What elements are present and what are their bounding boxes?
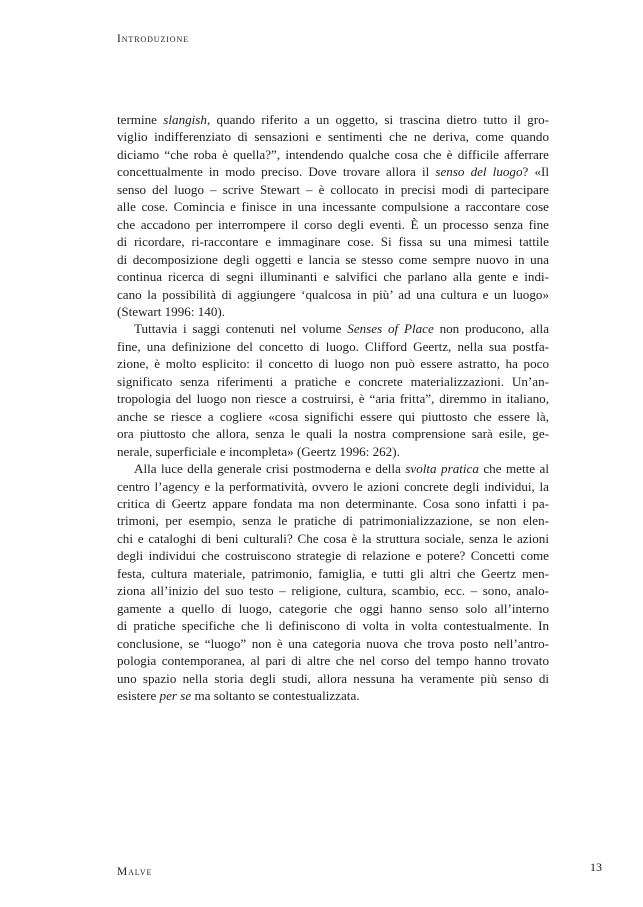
text-run: , quando riferito a un oggetto, si trascina dietro tutto il gro- — [206, 112, 549, 127]
text-run: alle cose. Comincia e finisce in una incessante compulsione a raccontare cose — [117, 199, 549, 215]
text-line — [117, 460, 549, 477]
text-run: continua ricerca di segni illuminanti e salvifici che parlano alla gente e indi- — [117, 269, 549, 285]
text-run: zione, è molto esplicito: il concetto di luogo non può essere astratto, ha poco — [117, 356, 549, 372]
text-run: anche se riesce a cogliere «cosa significhi essere qui piuttosto che essere là, — [117, 408, 549, 424]
text-line — [117, 216, 549, 233]
text-run: diciamo “che roba è quella?”, intendendo qualche cosa che è difficile afferrare — [117, 146, 549, 162]
text-line — [117, 408, 549, 425]
text-run: senso del luogo – scrive Stewart – è collocato in precisi modi di partecipare — [117, 181, 549, 197]
text-run: centro l’agency e la performatività, ovvero le azioni concrete degli individui, la — [117, 478, 549, 494]
text-line — [117, 390, 549, 407]
paragraph — [117, 320, 549, 460]
text-line — [117, 635, 549, 652]
text-line — [117, 286, 549, 303]
italic-text: svolta pratica — [405, 461, 479, 477]
text-run: conclusione, se “luogo” non è una categoria nuova che trova posto nell’antro- — [117, 635, 549, 651]
italic-text: per se — [159, 687, 192, 703]
text-run: gamente a quello di luogo, categorie che oggi hanno senso solo all’interno — [117, 600, 549, 616]
text-run: fine, una definizione del concetto di luogo. Clifford Geertz, nella sua postfa- — [117, 338, 549, 354]
text-line — [117, 425, 549, 442]
text-line — [117, 652, 549, 669]
text-run: ? «Il — [522, 164, 549, 180]
text-line — [117, 443, 549, 460]
text-run: trimoni, per esempio, senza le pratiche di patrimonializzazione, se non elen- — [117, 513, 549, 529]
text-run: ora piuttosto che allora, senza le quali la nostra comprensione sarà esile, ge- — [117, 426, 549, 442]
text-run: di decomposizione degli oggetti e lancia se stesso come sempre nuovo in una — [117, 251, 549, 267]
text-run: Tuttavia i saggi contenuti nel volume — [134, 321, 348, 337]
text-line — [117, 128, 549, 145]
text-line — [117, 163, 549, 180]
text-run: pologia contemporanea, al pari di altre che nel corso del tempo hanno trovato — [117, 653, 549, 669]
text-line — [117, 478, 549, 495]
italic-text: senso del luogo — [435, 164, 523, 180]
text-run: tropologia del luogo non riesce a costruirsi, è “aria fritta”, diremmo in italiano, — [117, 391, 549, 407]
text-line — [117, 233, 549, 250]
text-line — [117, 111, 549, 128]
page-number: 13 — [590, 860, 602, 874]
text-run: Alla luce della generale crisi postmoderna e della — [134, 461, 406, 477]
text-line — [117, 303, 549, 320]
paragraph — [117, 111, 549, 320]
text-line — [117, 512, 549, 529]
paragraph — [117, 460, 549, 704]
text-run: che mette al — [478, 461, 549, 477]
text-run: non producono, alla — [433, 321, 550, 337]
text-line — [117, 600, 549, 617]
text-line — [117, 268, 549, 285]
text-run: ma soltanto se contestualizzata. — [191, 687, 360, 703]
text-line — [117, 198, 549, 215]
text-run: concettualmente in modo preciso. Dove trovare allora il — [117, 164, 436, 180]
text-line — [117, 251, 549, 268]
running-header: Introduzione — [117, 33, 189, 45]
text-line — [117, 373, 549, 390]
text-run: chi e cataloghi di beni culturali? Che cosa è la struttura sociale, senza le azioni — [117, 530, 549, 546]
text-run: che accadono per interrompere il corso degli eventi. È un processo senza fine — [117, 216, 549, 232]
text-line — [117, 565, 549, 582]
footer-publisher: Malve — [117, 866, 153, 878]
text-run: festa, cultura materiale, patrimonio, famiglia, e tutti gli altri che Geertz men- — [117, 565, 549, 581]
italic-text: slangish — [163, 112, 207, 127]
text-run: uno spazio nella storia degli studi, allora nessuna ha veramente più senso di — [117, 670, 549, 686]
italic-text: Senses of Place — [347, 321, 434, 337]
text-run: degli individui che costruiscono strategie di relazione e potere? Concetti come — [117, 548, 549, 564]
text-run: di ricordare, ri-raccontare e immaginare cose. Si fissa su una mimesi tattile — [117, 234, 549, 250]
text-line — [117, 338, 549, 355]
text-line — [117, 687, 549, 704]
text-run: esistere — [117, 687, 160, 703]
text-line — [117, 670, 549, 687]
text-run: significato senza riferimenti a pratiche e concrete materializzazioni. Un’an- — [117, 373, 549, 389]
text-line — [117, 547, 549, 564]
text-line — [117, 617, 549, 634]
text-line — [117, 582, 549, 599]
text-line — [117, 320, 549, 337]
text-run: (Stewart 1996: 140). — [117, 303, 226, 319]
text-line — [117, 146, 549, 163]
text-line — [117, 495, 549, 512]
text-run: ziona all’inizio del suo testo – religione, cultura, scambio, ecc. – sono, analo- — [117, 583, 549, 599]
text-line — [117, 355, 549, 372]
text-run: critica di Geertz appare fondata ma non determinante. Cosa sono infatti i pa- — [117, 495, 549, 511]
text-run: viglio indifferenziato di sensazioni e sentimenti che ne deriva, come quando — [117, 129, 549, 145]
text-run: cano la possibilità di aggiungere ‘qualcosa in più’ ad una cultura e un luogo» — [117, 286, 549, 302]
body-text — [117, 111, 549, 704]
text-run: di pratiche specifiche che li definiscono di volta in volta contestualmente. In — [117, 618, 549, 634]
text-run: termine — [117, 112, 164, 127]
text-line — [117, 181, 549, 198]
text-run: nerale, superficiale e incompleta» (Geertz 1996: 262). — [117, 443, 400, 459]
text-line — [117, 530, 549, 547]
